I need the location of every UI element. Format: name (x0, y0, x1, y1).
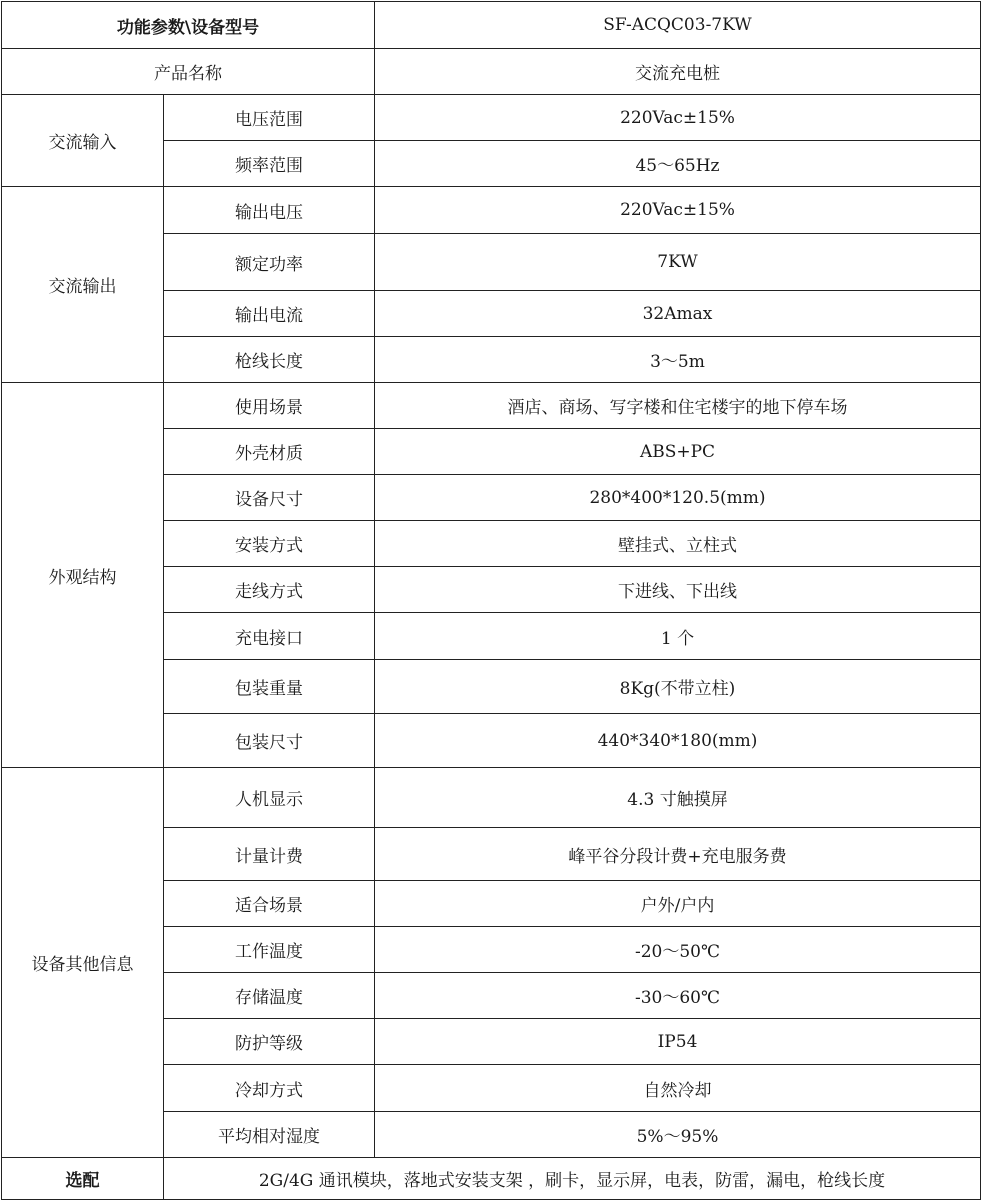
group-appearance: 外观结构 (2, 383, 164, 768)
param-value: 峰平谷分段计费+充电服务费 (375, 828, 981, 881)
param-label: 人机显示 (164, 768, 375, 828)
param-value: 酒店、商场、写字楼和住宅楼宇的地下停车场 (375, 383, 981, 429)
param-label: 走线方式 (164, 567, 375, 613)
product-label: 产品名称 (2, 49, 375, 95)
table-row (2, 383, 981, 429)
param-label: 输出电流 (164, 291, 375, 337)
model-number: SF-ACQC03-7KW (375, 2, 981, 49)
param-value: 8Kg(不带立柱) (375, 660, 981, 714)
product-value: 交流充电桩 (375, 49, 981, 95)
param-label: 安装方式 (164, 521, 375, 567)
param-value: 自然冷却 (375, 1065, 981, 1112)
group-ac-output: 交流输出 (2, 187, 164, 383)
table-row (2, 187, 981, 234)
param-value: 户外/户内 (375, 881, 981, 927)
param-value: 1 个 (375, 613, 981, 660)
param-value: 220Vac±15% (375, 187, 981, 234)
param-label: 额定功率 (164, 234, 375, 291)
options-row (2, 1158, 981, 1200)
param-value: 7KW (375, 234, 981, 291)
param-label: 电压范围 (164, 95, 375, 141)
param-value: 下进线、下出线 (375, 567, 981, 613)
param-value: 220Vac±15% (375, 95, 981, 141)
param-label: 计量计费 (164, 828, 375, 881)
param-label: 使用场景 (164, 383, 375, 429)
product-row (2, 49, 981, 95)
param-value: ABS+PC (375, 429, 981, 475)
group-other-info: 设备其他信息 (2, 768, 164, 1158)
param-value: 3～5m (375, 337, 981, 383)
table-row (2, 95, 981, 141)
param-label: 工作温度 (164, 927, 375, 973)
param-label: 频率范围 (164, 141, 375, 187)
param-value: 32Amax (375, 291, 981, 337)
param-label: 设备尺寸 (164, 475, 375, 521)
param-value: 440*340*180(mm) (375, 714, 981, 768)
param-label: 外壳材质 (164, 429, 375, 475)
param-label: 输出电压 (164, 187, 375, 234)
param-value: 280*400*120.5(mm) (375, 475, 981, 521)
spec-table (1, 1, 981, 1200)
options-label: 选配 (2, 1158, 164, 1200)
header-row (2, 2, 981, 49)
header-label: 功能参数\设备型号 (2, 2, 375, 49)
param-value: -30～60℃ (375, 973, 981, 1019)
param-label: 存储温度 (164, 973, 375, 1019)
param-label: 包装尺寸 (164, 714, 375, 768)
group-ac-input: 交流输入 (2, 95, 164, 187)
param-label: 包装重量 (164, 660, 375, 714)
param-value: 5%～95% (375, 1112, 981, 1158)
param-value: -20～50℃ (375, 927, 981, 973)
param-label: 平均相对湿度 (164, 1112, 375, 1158)
param-value: 壁挂式、立柱式 (375, 521, 981, 567)
param-label: 充电接口 (164, 613, 375, 660)
param-label: 适合场景 (164, 881, 375, 927)
param-label: 枪线长度 (164, 337, 375, 383)
param-label: 冷却方式 (164, 1065, 375, 1112)
param-value: IP54 (375, 1019, 981, 1065)
param-value: 45～65Hz (375, 141, 981, 187)
table-row (2, 768, 981, 828)
options-value: 2G/4G 通讯模块，落地式安装支架 ，刷卡，显示屏，电表，防雷，漏电，枪线长度 (164, 1158, 981, 1200)
param-value: 4.3 寸触摸屏 (375, 768, 981, 828)
param-label: 防护等级 (164, 1019, 375, 1065)
